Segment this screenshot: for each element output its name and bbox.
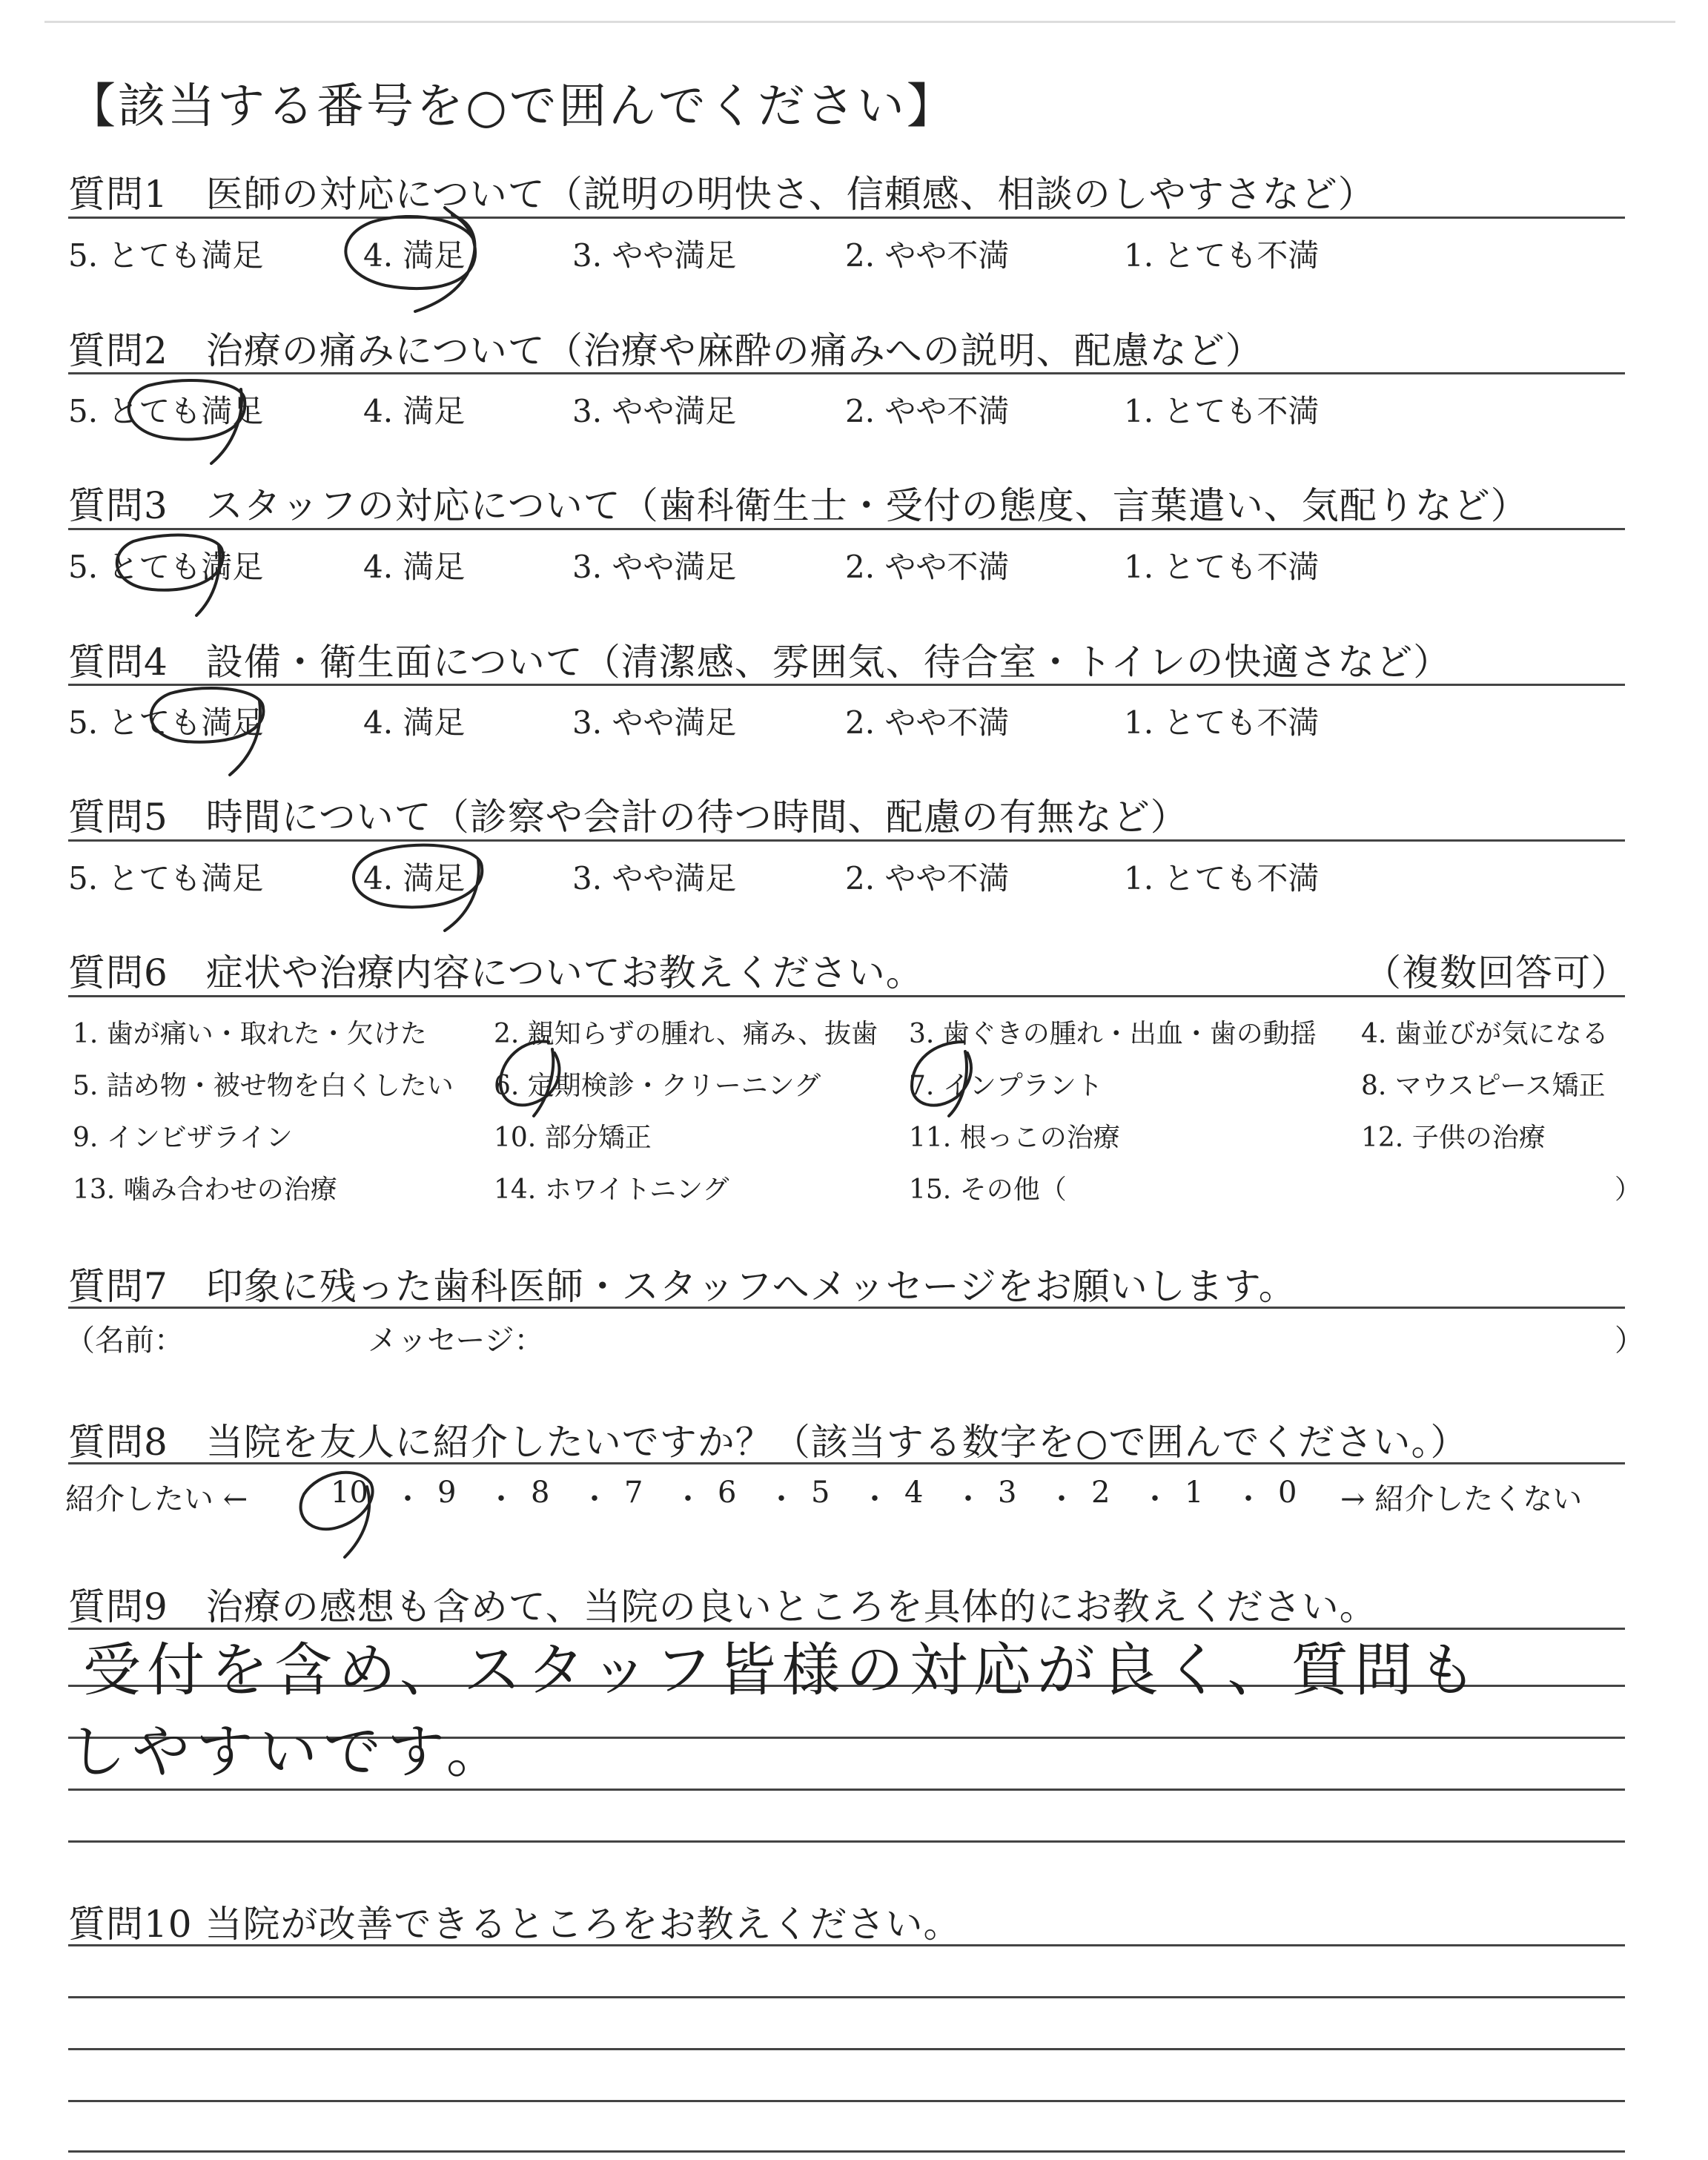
- q2-option-2[interactable]: 2. やや不満: [845, 393, 1010, 429]
- q4-circle-mark: [151, 688, 264, 775]
- q6-item-1[interactable]: 1. 歯が痛い・取れた・欠けた: [73, 1019, 427, 1049]
- q8-left-label: 紹介したい ←: [65, 1482, 248, 1516]
- q8-sep: ・: [1234, 1482, 1263, 1516]
- q4-option-4[interactable]: 4. 満足: [363, 704, 466, 741]
- q5-option-5[interactable]: 5. とても満足: [68, 860, 264, 896]
- q3-option-5[interactable]: 5. とても満足: [68, 549, 264, 585]
- q7-close: ）: [1615, 1324, 1644, 1358]
- q1-option-2[interactable]: 2. やや不満: [845, 237, 1010, 274]
- question-6-title: 質問6 症状や治療内容についてお教えください。: [68, 951, 924, 994]
- q8-sep: ・: [1047, 1482, 1076, 1516]
- question-5-title: 質問5 時間について（診察や会計の待つ時間、配慮の有無など）: [68, 796, 1188, 839]
- q6-item-7-circle-mark: [912, 1042, 971, 1116]
- q6-item-8[interactable]: 8. マウスピース矯正: [1361, 1071, 1606, 1101]
- q8-sep: ・: [767, 1482, 796, 1516]
- q8-sep: ・: [860, 1482, 890, 1516]
- q6-item-15-close: ）: [1615, 1175, 1642, 1205]
- q8-scale-9[interactable]: 9: [437, 1476, 457, 1510]
- q5-option-2[interactable]: 2. やや不満: [845, 860, 1010, 896]
- q3-option-1[interactable]: 1. とても不満: [1124, 549, 1320, 585]
- question-2-title: 質問2 治療の痛みについて（治療や麻酔の痛みへの説明、配慮など）: [68, 329, 1263, 372]
- q2-option-1[interactable]: 1. とても不満: [1124, 393, 1320, 429]
- q8-right-label: → 紹介したくない: [1340, 1482, 1583, 1516]
- q6-item-4[interactable]: 4. 歯並びが気になる: [1361, 1019, 1609, 1049]
- q6-item-7[interactable]: 7. インプラント: [909, 1071, 1103, 1101]
- q1-option-4[interactable]: 4. 満足: [363, 237, 466, 274]
- q8-scale-5[interactable]: 5: [811, 1476, 830, 1510]
- q6-item-14[interactable]: 14. ホワイトニング: [494, 1175, 729, 1205]
- q4-option-1[interactable]: 1. とても不満: [1124, 704, 1320, 741]
- q9-handwritten-answer-line-2: しやすいです。: [68, 1719, 510, 1786]
- q5-circle-mark: [354, 845, 482, 931]
- q8-scale-2[interactable]: 2: [1091, 1476, 1110, 1510]
- q4-option-5[interactable]: 5. とても満足: [68, 704, 264, 741]
- question-7-title: 質問7 印象に残った歯科医師・スタッフへメッセージをお願いします。: [68, 1265, 1297, 1308]
- q8-circle-mark: [301, 1473, 373, 1557]
- question-8-title: 質問8 当院を友人に紹介したいですか？（該当する数字を○で囲んでください。）: [68, 1421, 1469, 1464]
- q8-scale-6[interactable]: 6: [718, 1476, 737, 1510]
- q8-sep: ・: [673, 1482, 703, 1516]
- q7-message-label: メッセージ：: [368, 1324, 544, 1358]
- q8-scale-4[interactable]: 4: [904, 1476, 924, 1510]
- q8-scale-0[interactable]: 0: [1278, 1476, 1297, 1510]
- q6-item-12[interactable]: 12. 子供の治療: [1361, 1123, 1546, 1153]
- q2-option-4[interactable]: 4. 満足: [363, 393, 466, 429]
- q8-scale-8[interactable]: 8: [531, 1476, 550, 1510]
- q5-option-1[interactable]: 1. とても不満: [1124, 860, 1320, 896]
- q9-handwritten-answer-line-1: 受付を含め、スタッフ皆様の対応が良く、質問も: [83, 1637, 1483, 1704]
- q5-option-3[interactable]: 3. やや満足: [572, 860, 737, 896]
- q6-item-6-circle-mark: [500, 1041, 559, 1116]
- q2-option-5[interactable]: 5. とても満足: [68, 393, 264, 429]
- q6-item-2[interactable]: 2. 親知らずの腫れ、痛み、抜歯: [494, 1019, 878, 1049]
- q3-option-2[interactable]: 2. やや不満: [845, 549, 1010, 585]
- question-1-title: 質問1 医師の対応について（説明の明快さ、信頼感、相談のしやすさなど）: [68, 173, 1376, 216]
- q3-option-4[interactable]: 4. 満足: [363, 549, 466, 585]
- q8-sep: ・: [580, 1482, 609, 1516]
- q6-item-10[interactable]: 10. 部分矯正: [494, 1123, 652, 1153]
- q6-item-13[interactable]: 13. 噛み合わせの治療: [73, 1175, 337, 1205]
- q3-option-3[interactable]: 3. やや満足: [572, 549, 737, 585]
- question-3-title: 質問3 スタッフの対応について（歯科衛生士・受付の態度、言葉遣い、気配りなど）: [68, 484, 1529, 527]
- form-heading: 【該当する番号を○で囲んでください】: [68, 79, 956, 134]
- q8-sep: ・: [486, 1482, 516, 1516]
- q4-option-3[interactable]: 3. やや満足: [572, 704, 737, 741]
- q6-item-9[interactable]: 9. インビザライン: [73, 1123, 293, 1153]
- question-6-note: （複数回答可）: [1364, 951, 1629, 994]
- question-9-title: 質問9 治療の感想も含めて、当院の良いところを具体的にお教えください。: [68, 1585, 1377, 1628]
- question-4-title: 質問4 設備・衛生面について（清潔感、雰囲気、待合室・トイレの快適さなど）: [68, 641, 1452, 684]
- q6-item-6[interactable]: 6. 定期検診・クリーニング: [494, 1071, 821, 1101]
- q6-item-5[interactable]: 5. 詰め物・被せ物を白くしたい: [73, 1071, 454, 1101]
- q8-sep: ・: [1140, 1482, 1170, 1516]
- q8-scale-7[interactable]: 7: [624, 1476, 643, 1510]
- q6-item-11[interactable]: 11. 根っこの治療: [909, 1123, 1120, 1153]
- q8-scale-10[interactable]: 10: [331, 1476, 368, 1510]
- q1-option-1[interactable]: 1. とても不満: [1124, 237, 1320, 274]
- q6-item-3[interactable]: 3. 歯ぐきの腫れ・出血・歯の動揺: [909, 1019, 1317, 1049]
- q2-option-3[interactable]: 3. やや満足: [572, 393, 737, 429]
- q1-circle-mark: [345, 208, 475, 311]
- q8-sep: ・: [393, 1482, 423, 1516]
- q7-name-label: （名前：: [65, 1324, 184, 1358]
- q6-item-15[interactable]: 15. その他（: [909, 1175, 1067, 1205]
- q5-option-4[interactable]: 4. 満足: [363, 860, 466, 896]
- q3-circle-mark: [117, 535, 223, 615]
- q1-option-5[interactable]: 5. とても満足: [68, 237, 264, 274]
- q8-sep: ・: [953, 1482, 983, 1516]
- q1-option-3[interactable]: 3. やや満足: [572, 237, 737, 274]
- q8-scale-1[interactable]: 1: [1185, 1476, 1204, 1510]
- question-10-title: 質問10 当院が改善できるところをお教えください。: [68, 1903, 961, 1946]
- q4-option-2[interactable]: 2. やや不満: [845, 704, 1010, 741]
- q8-scale-3[interactable]: 3: [998, 1476, 1017, 1510]
- q2-circle-mark: [129, 380, 245, 463]
